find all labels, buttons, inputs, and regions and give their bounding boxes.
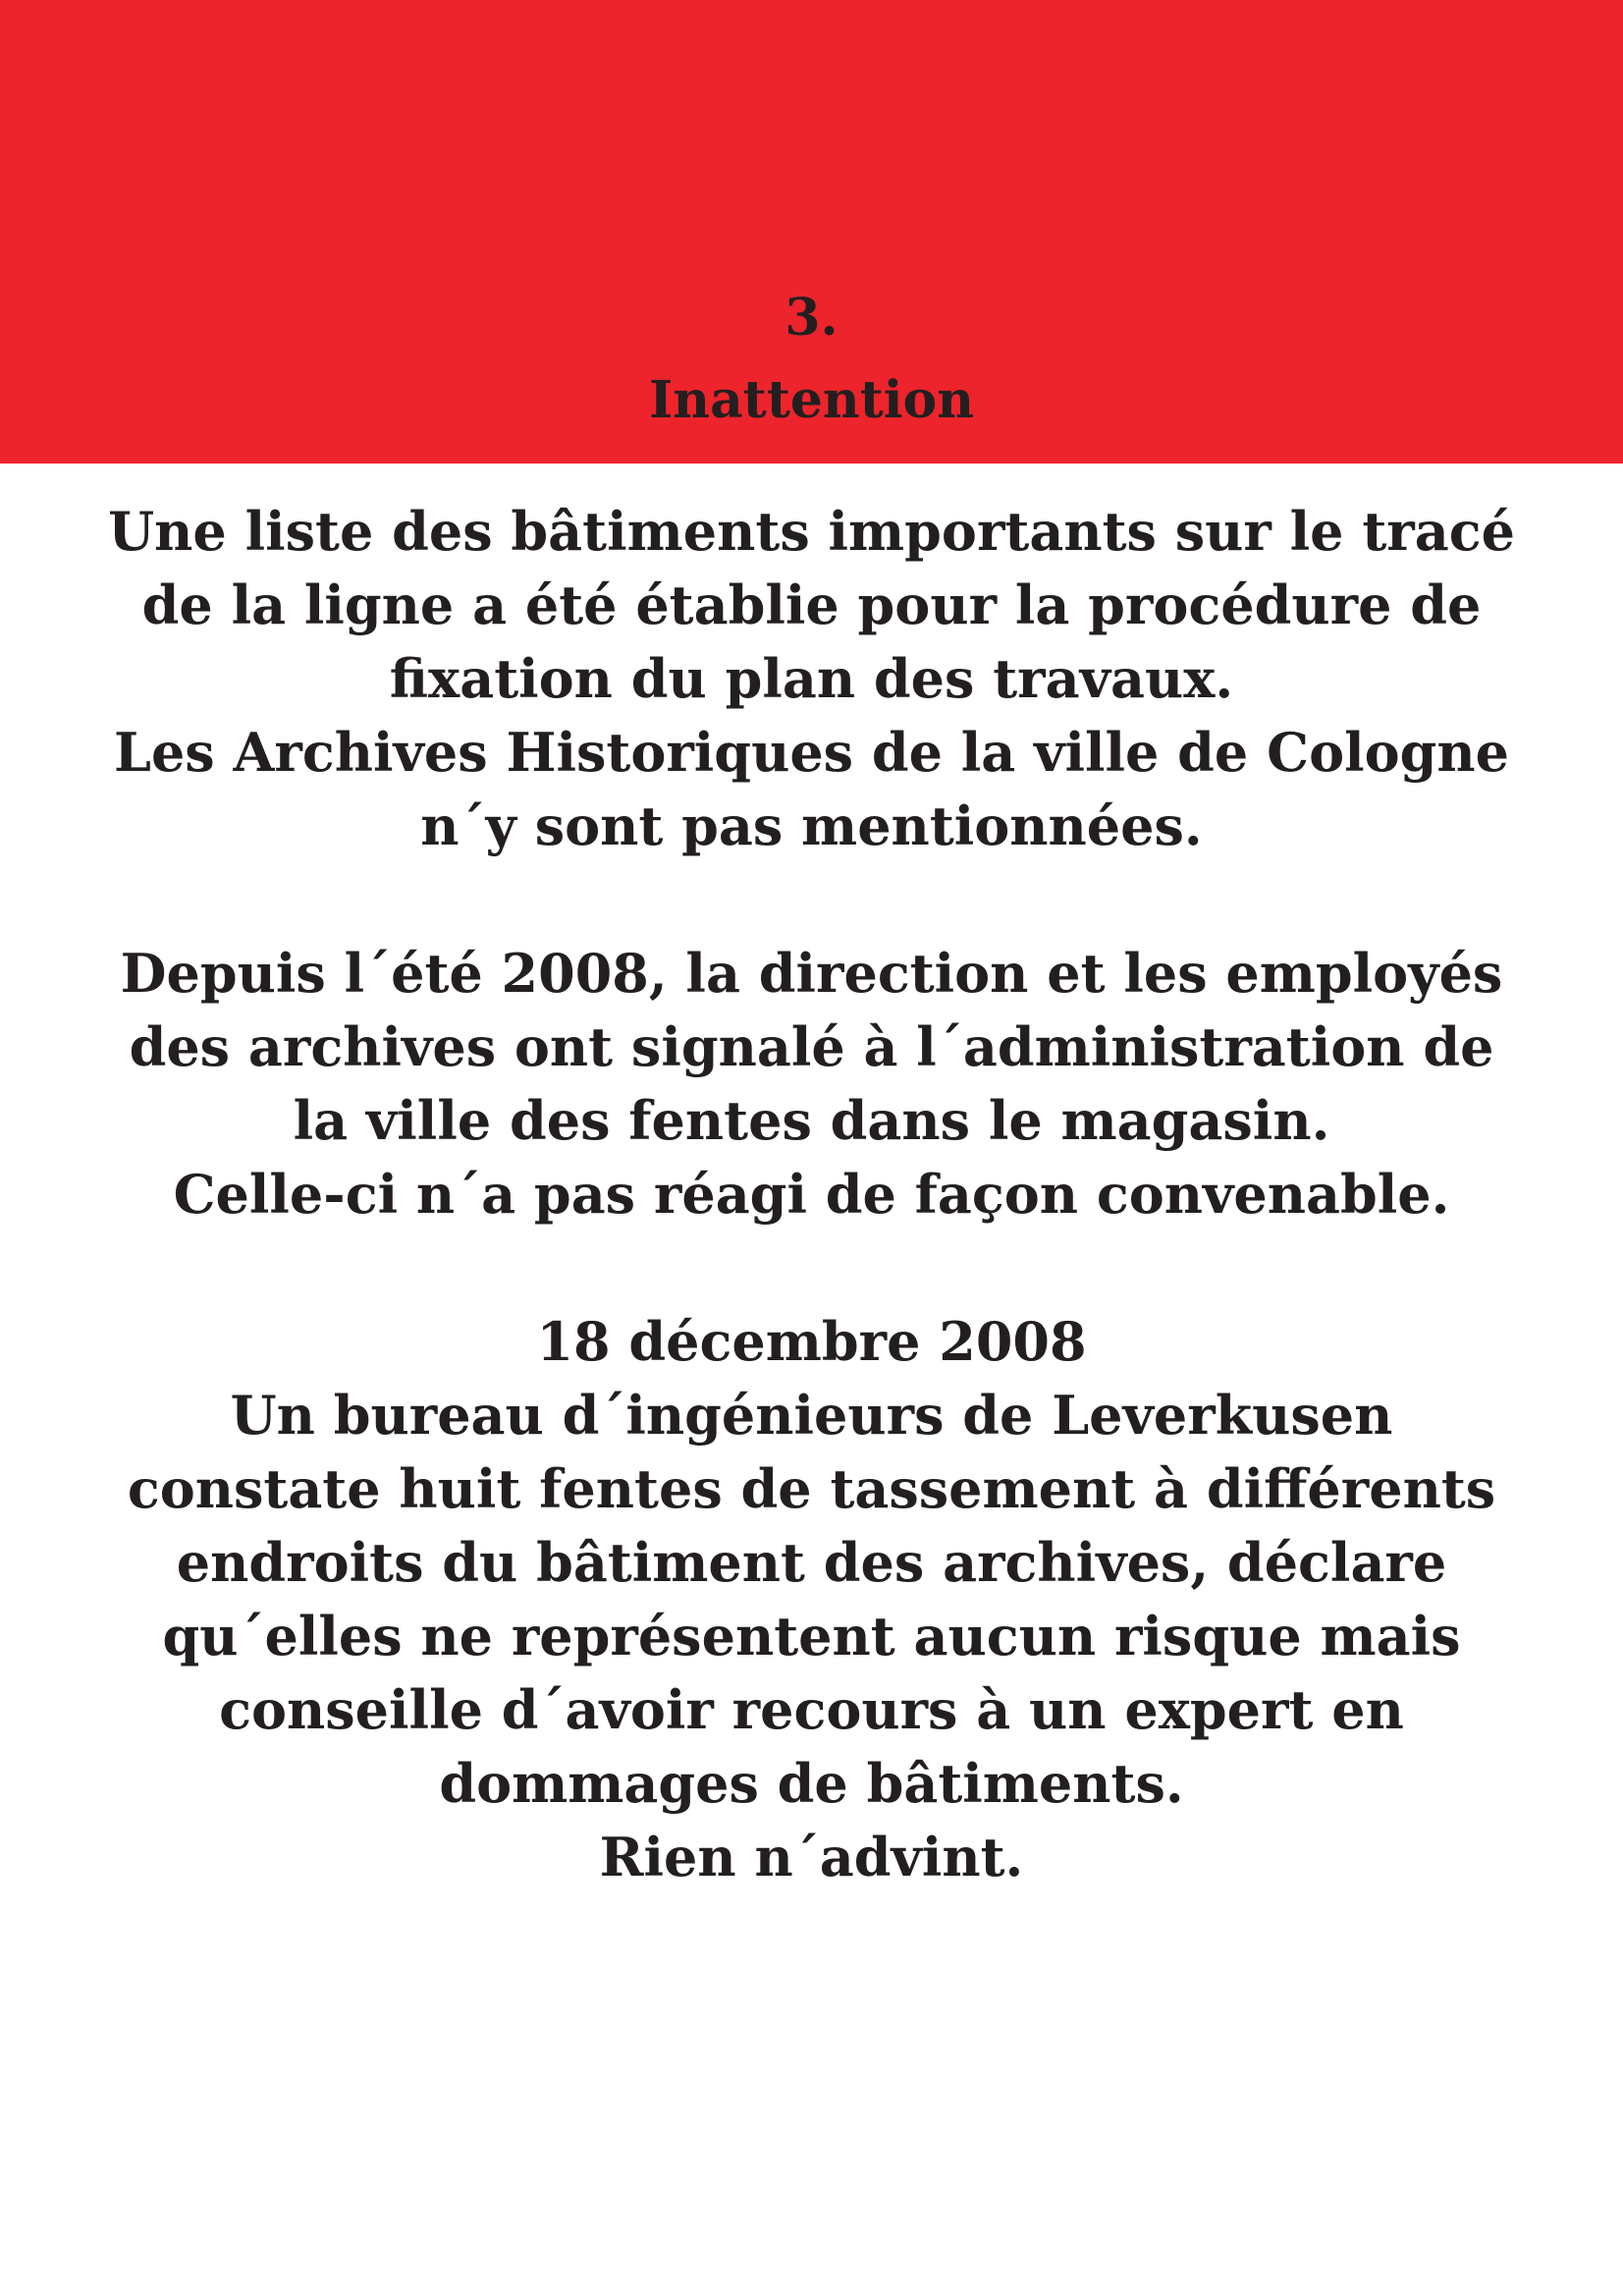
section-heading: [0, 277, 1623, 442]
paragraph-line: Un bureau d´ingénieurs de Leverkusen: [230, 1384, 1393, 1447]
paragraph-line: Celle-ci n´a pas réagi de façon convenable.: [173, 1163, 1450, 1226]
paragraph-line: Une liste des bâtiments importants sur le tracé: [108, 500, 1515, 563]
paragraph-plan-list: [0, 495, 1623, 863]
paragraph-line: constate huit fentes de tassement à différents: [127, 1457, 1496, 1520]
paragraph-line: dommages de bâtiments.: [439, 1752, 1184, 1815]
paragraph-line: conseille d´avoir recours à un expert en: [219, 1678, 1404, 1741]
section-title: Inattention: [648, 370, 975, 430]
paragraph-line: de la ligne a été établie pour la procédure de: [141, 574, 1482, 636]
paragraph-line: Rien n´advint.: [599, 1826, 1024, 1888]
paragraph-line: fixation du plan des travaux.: [389, 647, 1234, 710]
paragraph-line: endroits du bâtiment des archives, déclare: [176, 1531, 1447, 1594]
paragraph-line: qu´elles ne représentent aucun risque mais: [162, 1605, 1461, 1667]
paragraph-december-2008: [0, 1305, 1623, 1894]
paragraph-line: n´y sont pas mentionnées.: [420, 794, 1203, 857]
paragraph-spacer: [0, 1231, 1623, 1305]
paragraph-date-line: 18 décembre 2008: [536, 1310, 1087, 1373]
section-number: 3.: [784, 288, 839, 348]
paragraph-line: la ville des fentes dans le magasin.: [293, 1089, 1330, 1152]
paragraph-line: des archives ont signalé à l´administration de: [129, 1015, 1494, 1078]
paragraph-line: Depuis l´été 2008, la direction et les employés: [120, 942, 1503, 1005]
body-text: [0, 495, 1623, 1894]
paragraph-line: Les Archives Historiques de la ville de Cologne: [113, 721, 1509, 784]
paragraph-spacer: [0, 863, 1623, 937]
paragraph-summer-2008: [0, 937, 1623, 1231]
